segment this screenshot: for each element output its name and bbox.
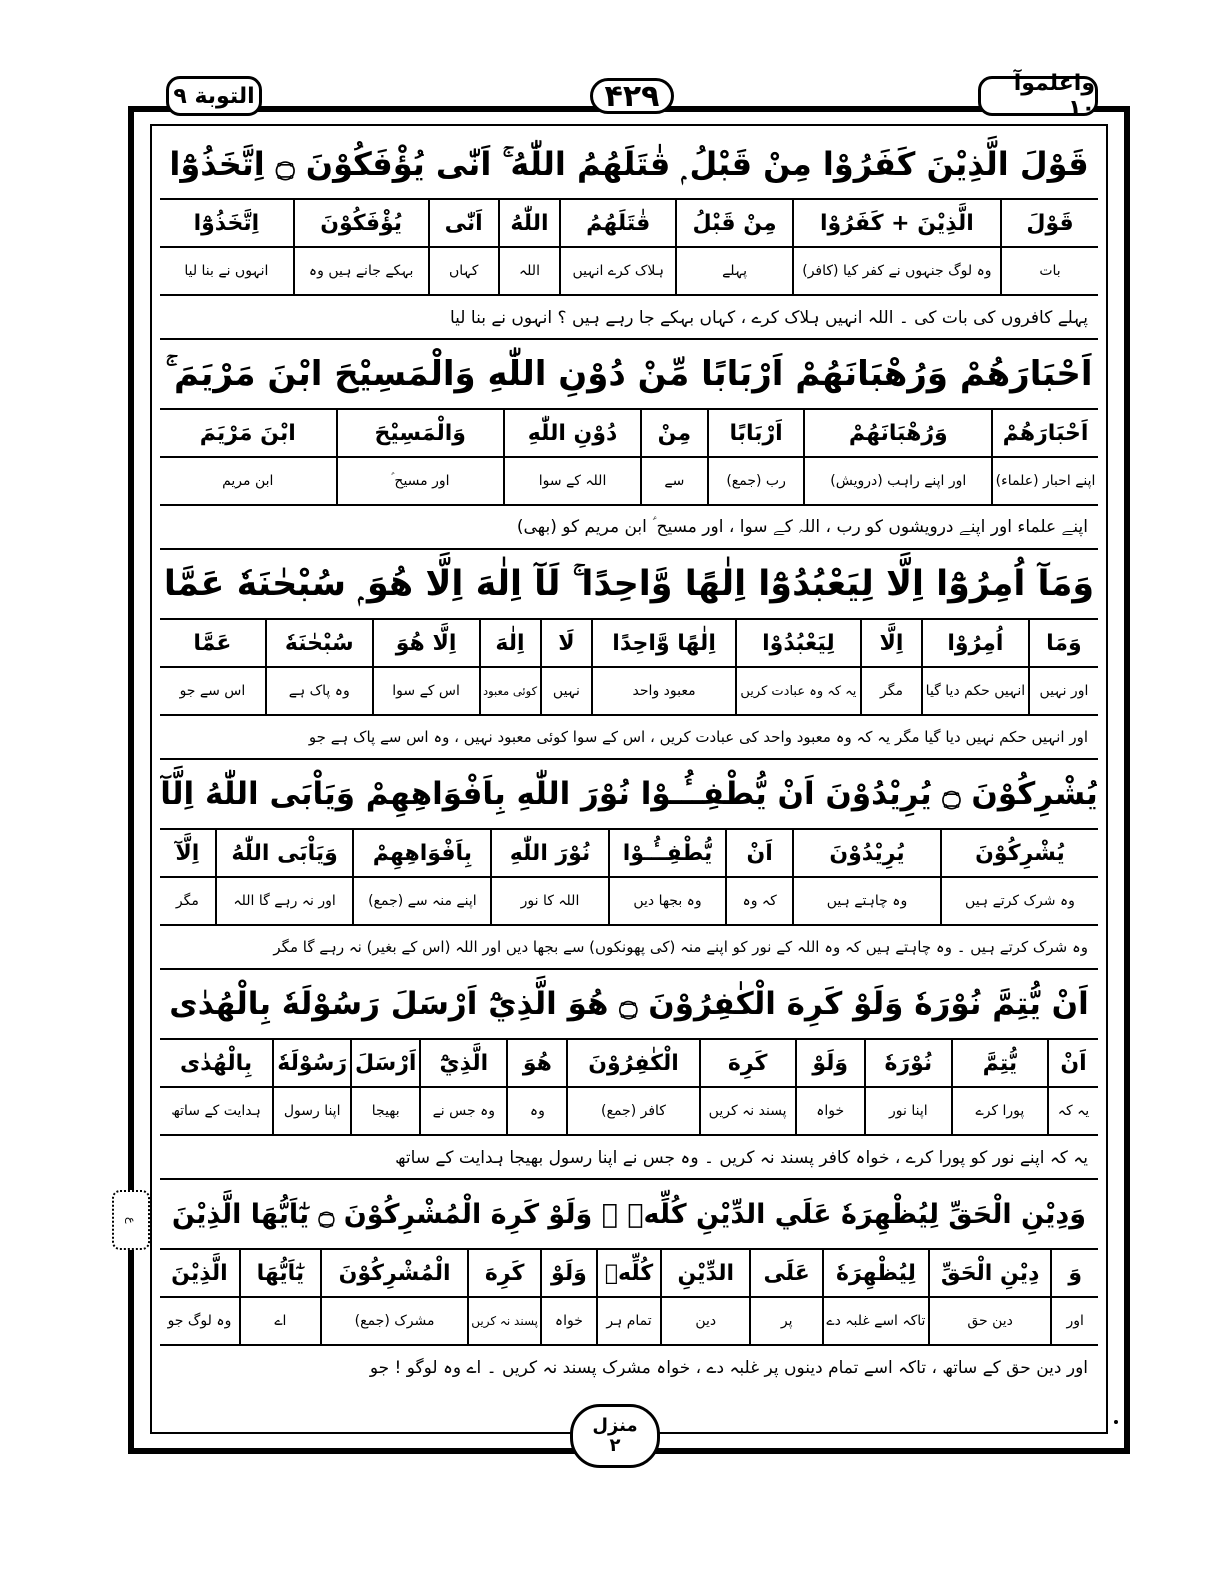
word-meaning: یہ کہ bbox=[1047, 1088, 1098, 1134]
verse-block-2 bbox=[160, 338, 1098, 548]
word-arabic: قَوْلَ bbox=[1000, 200, 1098, 246]
word-arabic: الْمُشْرِكُوْنَ bbox=[320, 1250, 468, 1296]
word-arabic: اِلٰهَ bbox=[479, 620, 540, 666]
word-arabic: الْكٰفِرُوْنَ bbox=[566, 1040, 698, 1086]
word-meaning: دین حق bbox=[928, 1298, 1051, 1344]
word-arabic-row bbox=[160, 618, 1098, 666]
word-arabic: الَّذِيْنَ bbox=[171, 1260, 228, 1286]
word-arabic: اَنّٰى bbox=[428, 200, 498, 246]
word-meaning: رب (جمع) bbox=[707, 458, 804, 504]
word-meaning: اور اپنے راہب (درویش) bbox=[803, 458, 991, 504]
word-arabic: سُبْحٰنَهٗ bbox=[265, 620, 372, 666]
manzil-label: منزل bbox=[592, 1415, 638, 1436]
word-arabic-row bbox=[160, 1248, 1098, 1296]
word-meaning: اور مسیح ؑ bbox=[336, 458, 503, 504]
word-meaning-row bbox=[160, 666, 1098, 714]
word-arabic: مِنْ قَبْلُ bbox=[675, 200, 791, 246]
word-meaning: پہلے bbox=[675, 248, 791, 294]
word-meaning: یہ کہ وہ عبادت کریں bbox=[735, 668, 860, 714]
page-content bbox=[160, 130, 1098, 1388]
word-arabic: مِنْ bbox=[640, 410, 707, 456]
word-arabic: نُوْرَهٗ bbox=[864, 1040, 951, 1086]
word-arabic: اِلَّآ bbox=[175, 840, 200, 866]
word-arabic: اَرْسَلَ bbox=[350, 1040, 419, 1086]
word-meaning-row bbox=[160, 1086, 1098, 1134]
word-arabic: اِتَّخَذُوْٓا bbox=[193, 210, 260, 236]
word-meaning: بہکے جانے ہیں وہ bbox=[293, 248, 428, 294]
manzil-badge bbox=[570, 1404, 660, 1468]
word-arabic-row bbox=[160, 198, 1098, 246]
word-meaning: بات bbox=[1000, 248, 1098, 294]
word-arabic: قٰتَلَهُمُ bbox=[559, 200, 675, 246]
word-arabic: اَرْبَابًا bbox=[707, 410, 804, 456]
word-arabic: لِيَعْبُدُوْا bbox=[735, 620, 860, 666]
verse-block-5 bbox=[160, 968, 1098, 1178]
word-meaning: اور bbox=[1050, 1298, 1098, 1344]
word-meaning: سے bbox=[640, 458, 707, 504]
word-meaning-row bbox=[160, 1296, 1098, 1344]
word-arabic: عَمَّا bbox=[193, 630, 232, 656]
ayah-line: وَدِيْنِ الْحَقِّ لِيُظْهِرَهٗ عَلَي الدِّيْنِ كُلِّهٖ ۙ وَلَوْ كَرِهَ الْمُشْرِكُوْنَ ۝ يٰٓاَيُّهَا الَّذِيْنَ bbox=[171, 1198, 1087, 1230]
verse-block-4 bbox=[160, 758, 1098, 968]
word-meaning: تمام ہر bbox=[596, 1298, 660, 1344]
translation-line: یہ کہ اپنے نور کو پورا کرے ، خواہ کافر پسند نہ کریں ۔ وہ جس نے اپنا رسول بھیجا ہدایت کے ساتھ bbox=[160, 1134, 1098, 1178]
word-arabic: دُوْنِ اللّٰهِ bbox=[503, 410, 640, 456]
verse-block-3 bbox=[160, 548, 1098, 758]
word-meaning: وہ چاہتے ہیں bbox=[792, 878, 940, 924]
word-meaning: خواہ bbox=[795, 1088, 864, 1134]
margin-dot bbox=[1114, 1420, 1118, 1424]
word-meaning: پسند نہ کریں bbox=[699, 1088, 795, 1134]
word-meaning: اللہ bbox=[498, 248, 559, 294]
word-arabic: بِالْهُدٰى bbox=[179, 1050, 253, 1076]
translation-line: وہ شرک کرتے ہیں ۔ وہ چاہتے ہیں کہ وہ اللہ کے نور کو اپنے منہ (کی پھونکوں) سے بجھا دیں اور اللہ (اس کے بغیر) نہ رہے گا مگر bbox=[160, 924, 1098, 968]
translation-line: اپنے علماء اور اپنے درویشوں کو رب ، اللہ کے سوا ، اور مسیح ؑ ابن مریم کو (بھی) bbox=[160, 504, 1098, 548]
word-arabic-row bbox=[160, 1038, 1098, 1086]
word-arabic: كَرِهَ bbox=[467, 1250, 540, 1296]
word-meaning: ابن مریم bbox=[222, 473, 274, 489]
verse-block-1 bbox=[160, 130, 1098, 338]
word-meaning: اے bbox=[239, 1298, 320, 1344]
word-meaning: اور نہیں bbox=[1028, 668, 1098, 714]
word-meaning: کہاں bbox=[428, 248, 498, 294]
word-meaning: اپنا رسول bbox=[272, 1088, 350, 1134]
word-arabic: اَنْ bbox=[1047, 1040, 1098, 1086]
word-meaning: پورا کرے bbox=[951, 1088, 1047, 1134]
ayah-line: يُشْرِكُوْنَ ۝ يُرِيْدُوْنَ اَنْ يُّطْفِــُٔـوْا نُوْرَ اللّٰهِ بِاَفْوَاهِهِمْ وَيَاْبَى اللّٰهُ اِلَّآ bbox=[160, 776, 1098, 812]
word-meaning: وہ پاک ہے bbox=[265, 668, 372, 714]
word-arabic: وَرُهْبَانَهُمْ bbox=[803, 410, 991, 456]
word-meaning-row bbox=[160, 876, 1098, 924]
translation-line: اور انہیں حکم نہیں دیا گیا مگر یہ کہ وہ معبود واحد کی عبادت کریں ، اس کے سوا کوئی معبود نہیں ، وہ اس سے پاک ہے جو bbox=[160, 714, 1098, 758]
word-arabic: نُوْرَ اللّٰهِ bbox=[490, 830, 608, 876]
page-number: ۴۲۹ bbox=[590, 78, 674, 114]
word-meaning: کوئی معبود bbox=[479, 668, 540, 714]
ayah-line: وَمَآ اُمِرُوْٓا اِلَّا لِيَعْبُدُوْٓا اِلٰهًا وَّاحِدًا ۚ لَآ اِلٰهَ اِلَّا هُوَ ۭ سُبْحٰنَهٗ عَمَّا bbox=[163, 564, 1095, 604]
word-arabic: يُّطْفِــُٔـوْا bbox=[608, 830, 726, 876]
word-arabic: وَمَا bbox=[1028, 620, 1098, 666]
word-arabic: وَ bbox=[1050, 1250, 1098, 1296]
word-arabic: ابْنَ مَرْيَمَ bbox=[199, 420, 296, 446]
word-meaning: اور نہ رہے گا اللہ bbox=[215, 878, 353, 924]
surah-name-label: التوبة ٩ bbox=[166, 76, 262, 116]
word-meaning: وہ لوگ جنہوں نے کفر کیا (کافر) bbox=[792, 248, 1000, 294]
word-arabic: دِيْنِ الْحَقِّ bbox=[928, 1250, 1051, 1296]
word-meaning: وہ جس نے bbox=[419, 1088, 506, 1134]
word-meaning: انہوں نے بنا لیا bbox=[184, 263, 269, 279]
word-meaning: مگر bbox=[860, 668, 921, 714]
word-arabic: اَنْ bbox=[725, 830, 792, 876]
manzil-number: ٢ bbox=[609, 1435, 621, 1456]
word-arabic: الَّذِيْنَ + كَفَرُوْا bbox=[792, 200, 1000, 246]
word-arabic: رَسُوْلَهٗ bbox=[272, 1040, 350, 1086]
word-meaning: وہ bbox=[506, 1088, 566, 1134]
word-arabic-row bbox=[160, 408, 1098, 456]
word-arabic: يُؤْفَكُوْنَ bbox=[293, 200, 428, 246]
word-meaning: خواہ bbox=[540, 1298, 596, 1344]
word-arabic: وَلَوْ bbox=[795, 1040, 864, 1086]
ruku-marker: ع bbox=[112, 1190, 150, 1250]
word-arabic: اُمِرُوْا bbox=[921, 620, 1028, 666]
word-meaning: دین bbox=[660, 1298, 749, 1344]
word-arabic: يُشْرِكُوْنَ bbox=[940, 830, 1098, 876]
word-arabic: بِاَفْوَاهِهِمْ bbox=[352, 830, 490, 876]
word-meaning: اس سے جو bbox=[179, 683, 246, 699]
word-meaning: اللہ کے سوا bbox=[503, 458, 640, 504]
word-arabic: وَلَوْ bbox=[540, 1250, 596, 1296]
para-name-label: واعلموآ ١٠ bbox=[978, 76, 1098, 116]
word-meaning: اپنا نور bbox=[864, 1088, 951, 1134]
word-arabic: يٰٓاَيُّهَا bbox=[239, 1250, 320, 1296]
ayah-line: اَنْ يُّتِمَّ نُوْرَهٗ وَلَوْ كَرِهَ الْكٰفِرُوْنَ ۝ هُوَ الَّذِيْٓ اَرْسَلَ رَسُوْلَهٗ بِالْهُدٰى bbox=[169, 986, 1089, 1022]
word-meaning: انہیں حکم دیا گیا bbox=[921, 668, 1028, 714]
translation-line: پہلے کافروں کی بات کی ۔ اللہ انہیں ہلاک کرے ، کہاں بہکے جا رہے ہیں ؟ انہوں نے بنا لیا bbox=[160, 294, 1098, 338]
word-meaning: پر bbox=[749, 1298, 822, 1344]
word-meaning: پسند نہ کریں bbox=[467, 1298, 540, 1344]
word-meaning-row bbox=[160, 456, 1098, 504]
word-meaning: اللہ کا نور bbox=[490, 878, 608, 924]
word-arabic: وَالْمَسِيْحَ bbox=[336, 410, 503, 456]
word-meaning: مشرک (جمع) bbox=[320, 1298, 468, 1344]
word-arabic: الدِّيْنِ bbox=[660, 1250, 749, 1296]
word-arabic: وَيَاْبَى اللّٰهُ bbox=[215, 830, 353, 876]
word-arabic: يُرِيْدُوْنَ bbox=[792, 830, 940, 876]
word-arabic-row bbox=[160, 828, 1098, 876]
word-arabic: اِلَّا bbox=[860, 620, 921, 666]
word-meaning: بھیجا bbox=[350, 1088, 419, 1134]
word-meaning: مگر bbox=[175, 893, 199, 909]
word-arabic: لِيُظْهِرَهٗ bbox=[822, 1250, 928, 1296]
word-arabic: اَحْبَارَهُمْ bbox=[991, 410, 1098, 456]
word-arabic: كُلِّهٖ bbox=[596, 1250, 660, 1296]
word-meaning: اپنے احبار (علماء) bbox=[991, 458, 1098, 504]
word-meaning: ہلاک کرے انہیں bbox=[559, 248, 675, 294]
word-arabic: اِلَّا هُوَ bbox=[372, 620, 479, 666]
word-arabic: يُّتِمَّ bbox=[951, 1040, 1047, 1086]
word-meaning: وہ بجھا دیں bbox=[608, 878, 726, 924]
word-meaning: کافر (جمع) bbox=[566, 1088, 698, 1134]
word-arabic: عَلَى bbox=[749, 1250, 822, 1296]
word-meaning-row bbox=[160, 246, 1098, 294]
word-meaning: وہ شرک کرتے ہیں bbox=[940, 878, 1098, 924]
word-meaning: اس کے سوا bbox=[372, 668, 479, 714]
word-meaning: کہ وہ bbox=[725, 878, 792, 924]
ayah-line: قَوْلَ الَّذِيْنَ كَفَرُوْا مِنْ قَبْلُ ۭ قٰتَلَهُمُ اللّٰهُ ۚ اَنّٰى يُؤْفَكُوْنَ ۝ اِتَّخَذُوْٓا bbox=[169, 144, 1089, 183]
word-meaning: تاکہ اسے غلبہ دے bbox=[822, 1298, 928, 1344]
word-meaning: نہیں bbox=[540, 668, 592, 714]
translation-line: اور دین حق کے ساتھ ، تاکہ اسے تمام دینوں پر غلبہ دے ، خواہ مشرک پسند نہ کریں ۔ اے وہ لوگو ! جو bbox=[160, 1344, 1098, 1388]
word-arabic: هُوَ bbox=[506, 1040, 566, 1086]
word-meaning: معبود واحد bbox=[591, 668, 735, 714]
word-meaning: اپنے منہ سے (جمع) bbox=[352, 878, 490, 924]
word-arabic: الَّذِيْٓ bbox=[419, 1040, 506, 1086]
word-meaning: وہ لوگ جو bbox=[167, 1313, 232, 1329]
word-arabic: لَا bbox=[540, 620, 592, 666]
word-arabic: اِلٰهًا وَّاحِدًا bbox=[591, 620, 735, 666]
verse-block-6 bbox=[160, 1178, 1098, 1388]
word-arabic: اللّٰهُ bbox=[498, 200, 559, 246]
word-meaning: ہدایت کے ساتھ bbox=[171, 1103, 261, 1119]
word-arabic: كَرِهَ bbox=[699, 1040, 795, 1086]
ayah-line: اَحْبَارَهُمْ وَرُهْبَانَهُمْ اَرْبَابًا مِّنْ دُوْنِ اللّٰهِ وَالْمَسِيْحَ ابْنَ مَرْيَمَ ۚ bbox=[165, 354, 1093, 394]
